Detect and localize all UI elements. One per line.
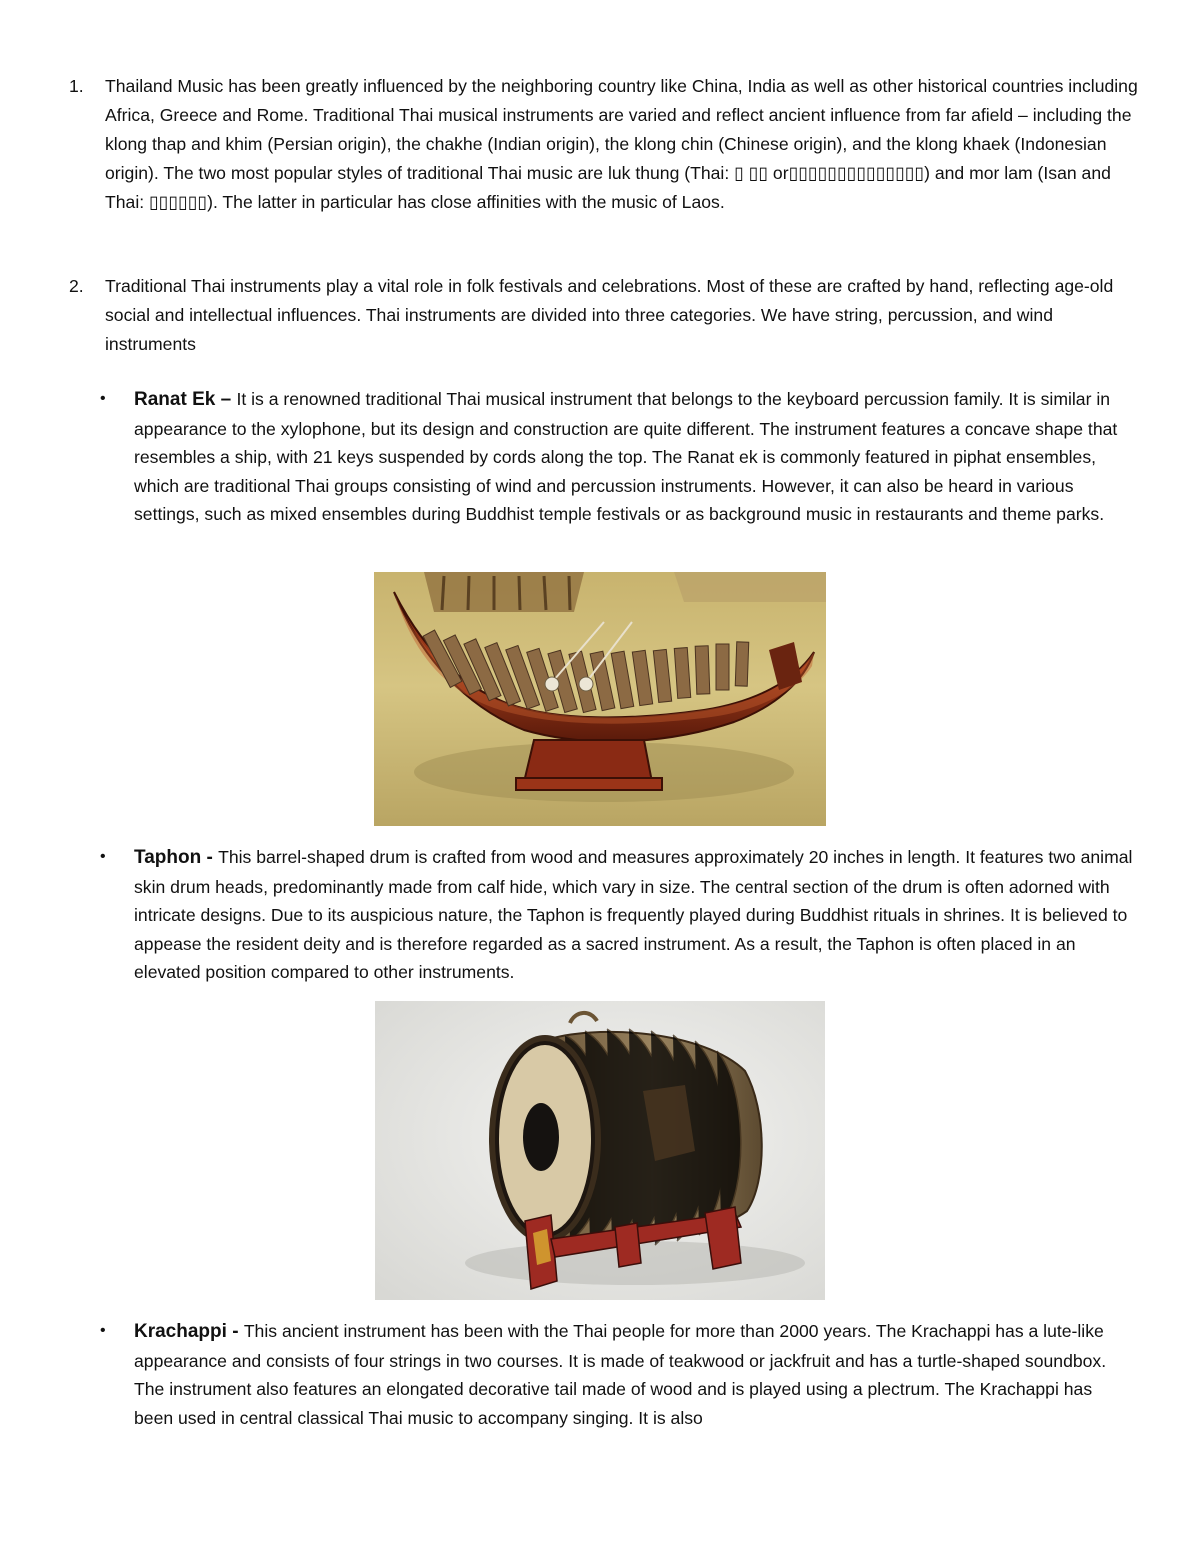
description-taphon: This barrel-shaped drum is crafted from wood and measures approximately 20 inches in length. It features two animal skin drum heads, predominantly made from calf hide, which vary in size. The central section of the drum is often adorned with intricate designs. Due to its auspicious nature, the Taphon is frequently played during Buddhist rituals in shrines. It is believed to appease the resident deity and is therefore regarded as a sacred instrument. As a result, the Taphon is often placed in an elevated position compared to other instruments.	[134, 847, 1133, 983]
list-marker: 2.	[69, 276, 84, 296]
taphon-photo	[375, 1001, 825, 1300]
ranat-ek-photo	[374, 572, 826, 826]
bullet-item-taphon	[100, 843, 1134, 987]
ranat-ek-illustration	[374, 572, 826, 826]
bullet-icon: •	[100, 390, 106, 407]
list-marker: 1.	[69, 76, 84, 96]
paragraph-thai-music-influences: Thailand Music has been greatly influenced by the neighboring country like China, India as well as other historical countries including Africa, Greece and Rome. Traditional Thai musical instruments are varied and reflect ancient influence from far afield – including the klong thap and khim (Persian origin), the chakhe (Indian origin), the klong chin (Chinese origin), and the klong khaek (Indonesian origin). The two most popular styles of traditional Thai music are luk thung (Thai: ▯ ▯▯ or▯▯▯▯▯▯▯▯▯▯▯▯▯▯) and mor lam (Isan and Thai: ▯▯▯▯▯▯). The latter in particular has close affinities with the music of Laos.	[105, 76, 1138, 212]
bullet-icon: •	[100, 1322, 106, 1339]
description-ranat-ek: It is a renowned traditional Thai musical instrument that belongs to the keyboard percussion family. It is similar in appearance to the xylophone, but its design and construction are quite different. The instrument features a concave shape that resembles a ship, with 21 keys suspended by cords along the top. The Ranat ek is commonly featured in piphat ensembles, which are traditional Thai groups consisting of wind and percussion instruments. However, it can also be heard in various settings, such as mixed ensembles during Buddhist temple festivals or as background music in restaurants and theme parks.	[134, 389, 1118, 525]
bullet-item-ranat-ek	[100, 385, 1134, 529]
taphon-illustration	[375, 1001, 825, 1300]
bullet-icon: •	[100, 848, 106, 865]
term-krachappi: Krachappi -	[134, 1321, 244, 1342]
bullet-item-krachappi	[100, 1317, 1134, 1432]
description-krachappi: This ancient instrument has been with the Thai people for more than 2000 years. The Krachappi has a lute-like appearance and consists of four strings in two courses. It is made of teakwood or jackfruit and has a turtle-shaped soundbox. The instrument also features an elongated decorative tail made of wood and is played using a plectrum. The Krachappi has been used in central classical Thai music to accompany singing. It is also	[134, 1321, 1107, 1428]
term-ranat-ek: Ranat Ek –	[134, 389, 237, 410]
term-taphon: Taphon -	[134, 847, 219, 868]
list-item-1	[69, 72, 1140, 217]
list-item-2	[69, 272, 1140, 359]
paragraph-instrument-categories: Traditional Thai instruments play a vital role in folk festivals and celebrations. Most of these are crafted by hand, reflecting age-old social and intellectual influences. Thai instruments are divided into three categories. We have string, percussion, and wind instruments	[105, 276, 1114, 354]
